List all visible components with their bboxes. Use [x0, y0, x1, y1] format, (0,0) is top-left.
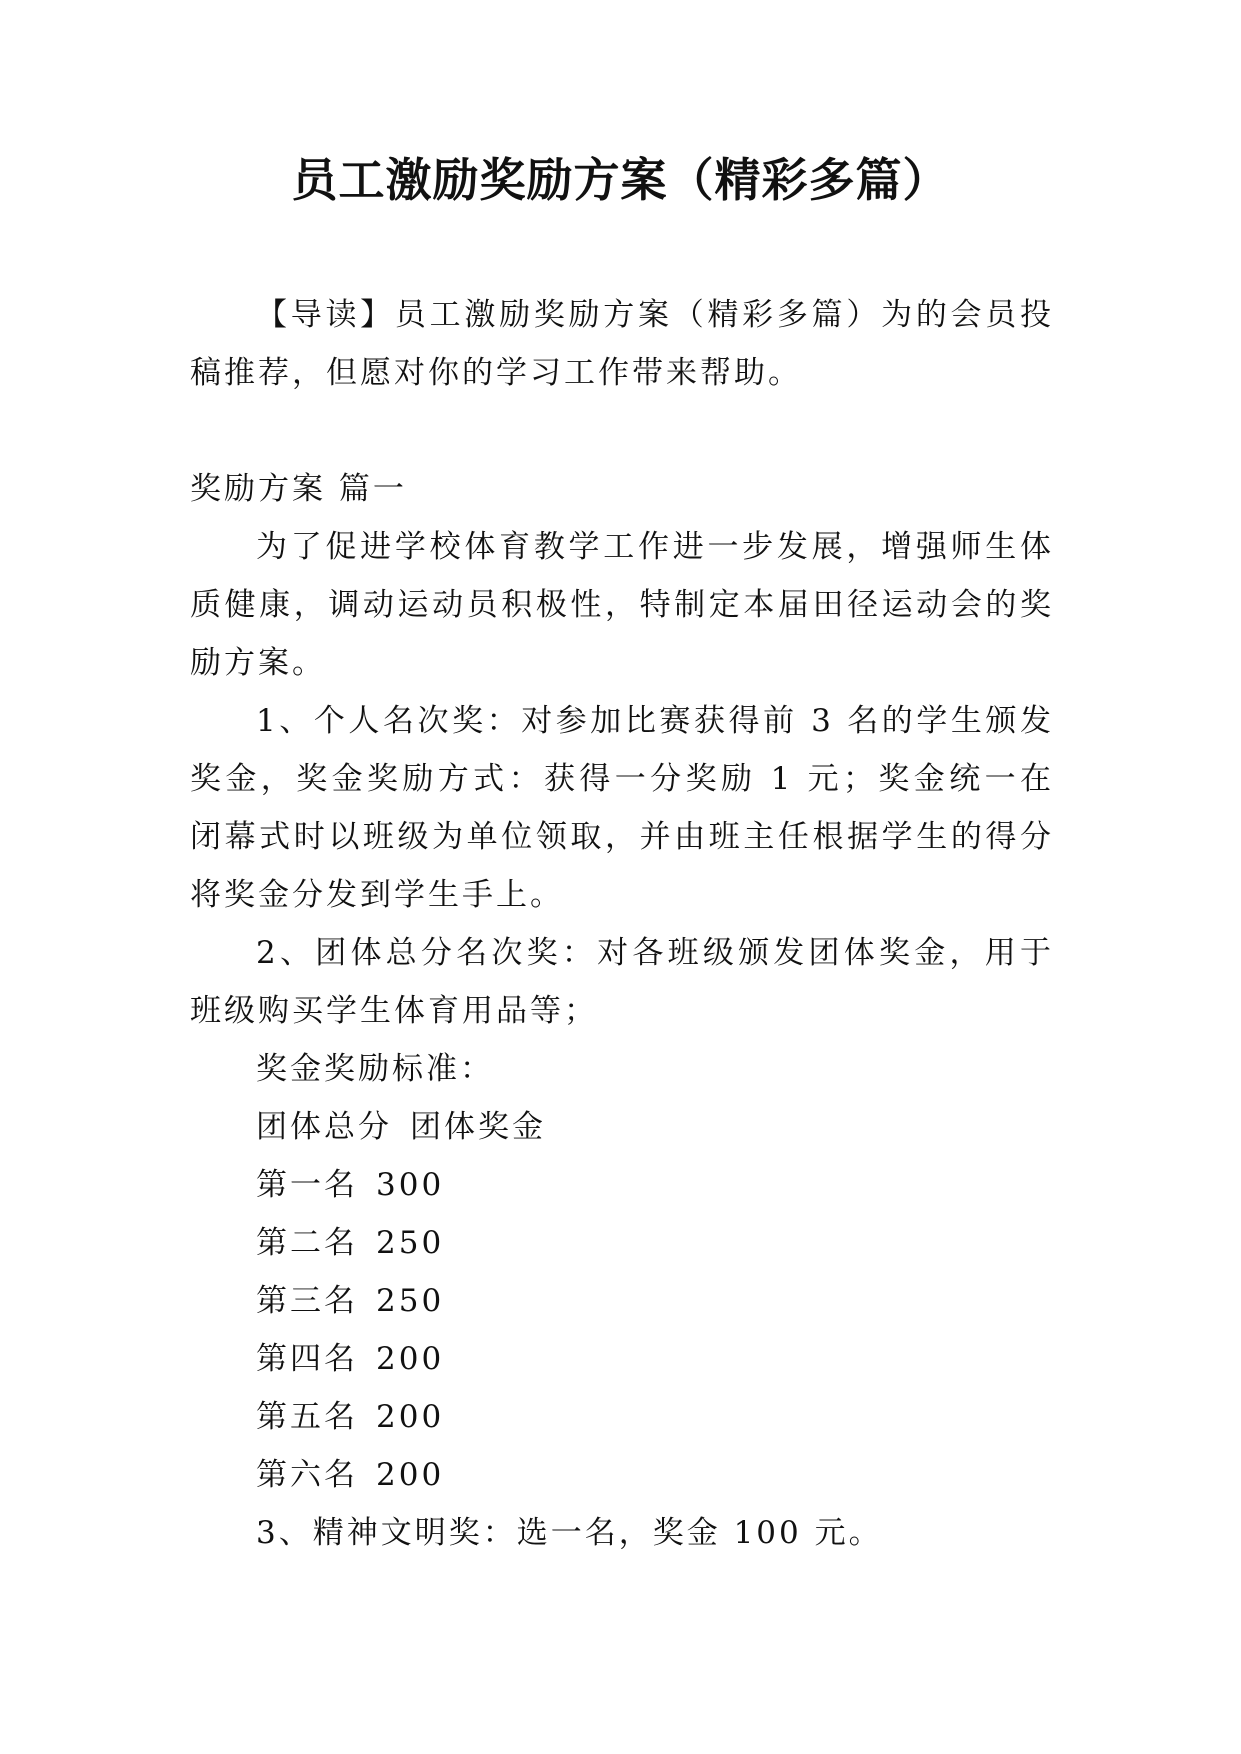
- closing-paragraph: 3、精神文明奖：选一名，奖金 100 元。: [256, 1515, 883, 1551]
- table-row: [256, 1330, 1054, 1388]
- table-row: [256, 1446, 1054, 1504]
- paragraph-team-award: 2、团体总分名次奖：对各班级颁发团体奖金，用于班级购买学生体育用品等；: [190, 935, 1054, 1029]
- table-amount: 200: [376, 1457, 445, 1493]
- table-row: [256, 1214, 1054, 1272]
- spacer: [190, 402, 1054, 460]
- table-header-score: 团体总分: [256, 1109, 392, 1145]
- section-heading: 奖励方案 篇一: [190, 471, 407, 507]
- table-rank: 第二名: [256, 1225, 358, 1261]
- table-header-row: [256, 1098, 1054, 1156]
- table-header-bonus: 团体奖金: [410, 1109, 546, 1145]
- table-amount: 250: [376, 1283, 445, 1319]
- table-rank: 第三名: [256, 1283, 358, 1319]
- paragraph-individual-award: 1、个人名次奖：对参加比赛获得前 3 名的学生颁发奖金，奖金奖励方式：获得一分奖励 1 元；奖金统一在闭幕式时以班级为单位领取，并由班主任根据学生的得分将奖金分发到学生手上。: [190, 703, 1054, 913]
- paragraph-purpose: 为了促进学校体育教学工作进一步发展，增强师生体质健康，调动运动员积极性，特制定本届田径运动会的奖励方案。: [190, 529, 1054, 681]
- table-row: [256, 1272, 1054, 1330]
- document-title: 员工激励奖励方案（精彩多篇）: [291, 153, 950, 207]
- table-rank: 第五名: [256, 1399, 358, 1435]
- standard-label: 奖金奖励标准：: [256, 1051, 494, 1087]
- table-rank: 第一名: [256, 1167, 358, 1203]
- award-table: [190, 1098, 1054, 1504]
- document-body: [190, 286, 1054, 1562]
- table-row: [256, 1156, 1054, 1214]
- table-row: [256, 1388, 1054, 1446]
- table-amount: 200: [376, 1399, 445, 1435]
- table-rank: 第四名: [256, 1341, 358, 1377]
- table-amount: 300: [376, 1167, 445, 1203]
- table-rank: 第六名: [256, 1457, 358, 1493]
- table-amount: 250: [376, 1225, 445, 1261]
- table-amount: 200: [376, 1341, 445, 1377]
- intro-paragraph: 【导读】员工激励奖励方案（精彩多篇）为的会员投稿推荐，但愿对你的学习工作带来帮助。: [190, 297, 1054, 391]
